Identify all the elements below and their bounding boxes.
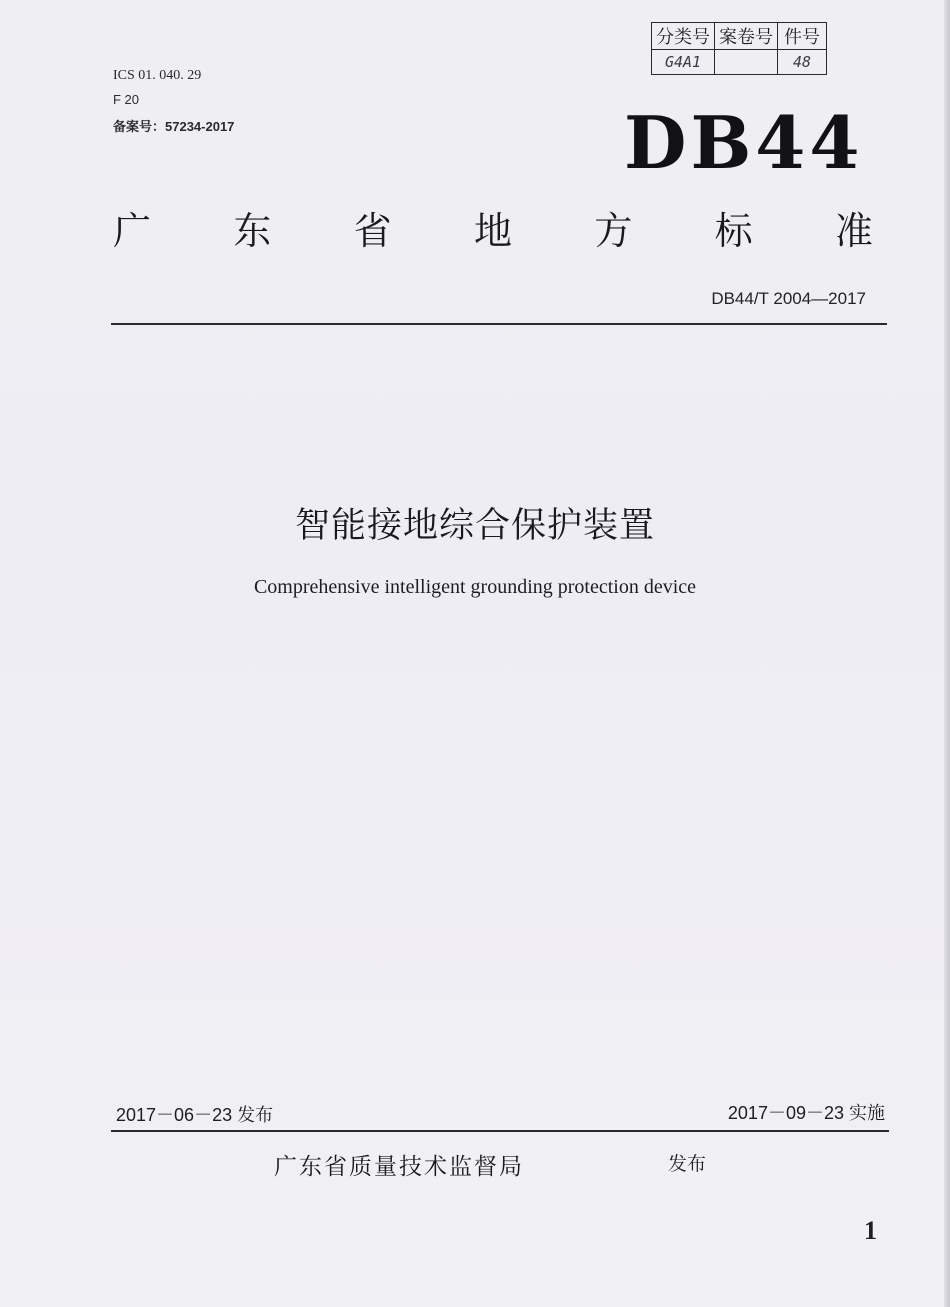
standard-type-char: 省: [353, 211, 392, 253]
top-divider: [111, 323, 887, 325]
standard-type-char: 标: [714, 211, 753, 253]
issuing-authority: 广东省质量技术监督局: [274, 1153, 524, 1179]
page-number: 1: [864, 1216, 877, 1245]
standard-type-char: 方: [594, 211, 633, 253]
archive-stamp-value-row: [652, 50, 827, 75]
classification-code: F 20: [113, 92, 140, 107]
stamp-value-volume: [715, 50, 778, 75]
archive-stamp: [651, 22, 827, 75]
standard-type-char: 广: [113, 211, 152, 253]
standard-type-char: 东: [233, 211, 272, 253]
bottom-divider: [111, 1130, 889, 1132]
document-title-chinese: 智能接地综合保护装置: [294, 506, 655, 545]
standard-number: DB44/T 2004—2017: [711, 289, 866, 308]
stamp-header-item: 件号: [778, 23, 827, 50]
scan-edge: [944, 0, 950, 1307]
issuer-action-label: 发布: [668, 1154, 707, 1175]
issue-date: 2017－06－23 发布: [116, 1105, 274, 1125]
archive-stamp-header-row: [652, 23, 827, 50]
record-number: 备案号：57234-2017: [113, 119, 235, 134]
document-title-english: Comprehensive intelligent grounding protection device: [253, 576, 697, 598]
standard-type: [113, 200, 873, 255]
ics-code: ICS 01. 040. 29: [113, 68, 202, 83]
standard-code-mark: DB44: [624, 100, 864, 185]
stamp-header-category: 分类号: [652, 23, 715, 50]
stamp-value-item: 48: [778, 50, 827, 75]
stamp-header-volume: 案卷号: [715, 23, 778, 50]
standard-type-char: 地: [473, 211, 512, 253]
implementation-date: 2017－09－23 实施: [727, 1103, 885, 1123]
standard-type-char: 准: [834, 211, 873, 253]
stamp-value-category: G4A1: [652, 50, 715, 75]
